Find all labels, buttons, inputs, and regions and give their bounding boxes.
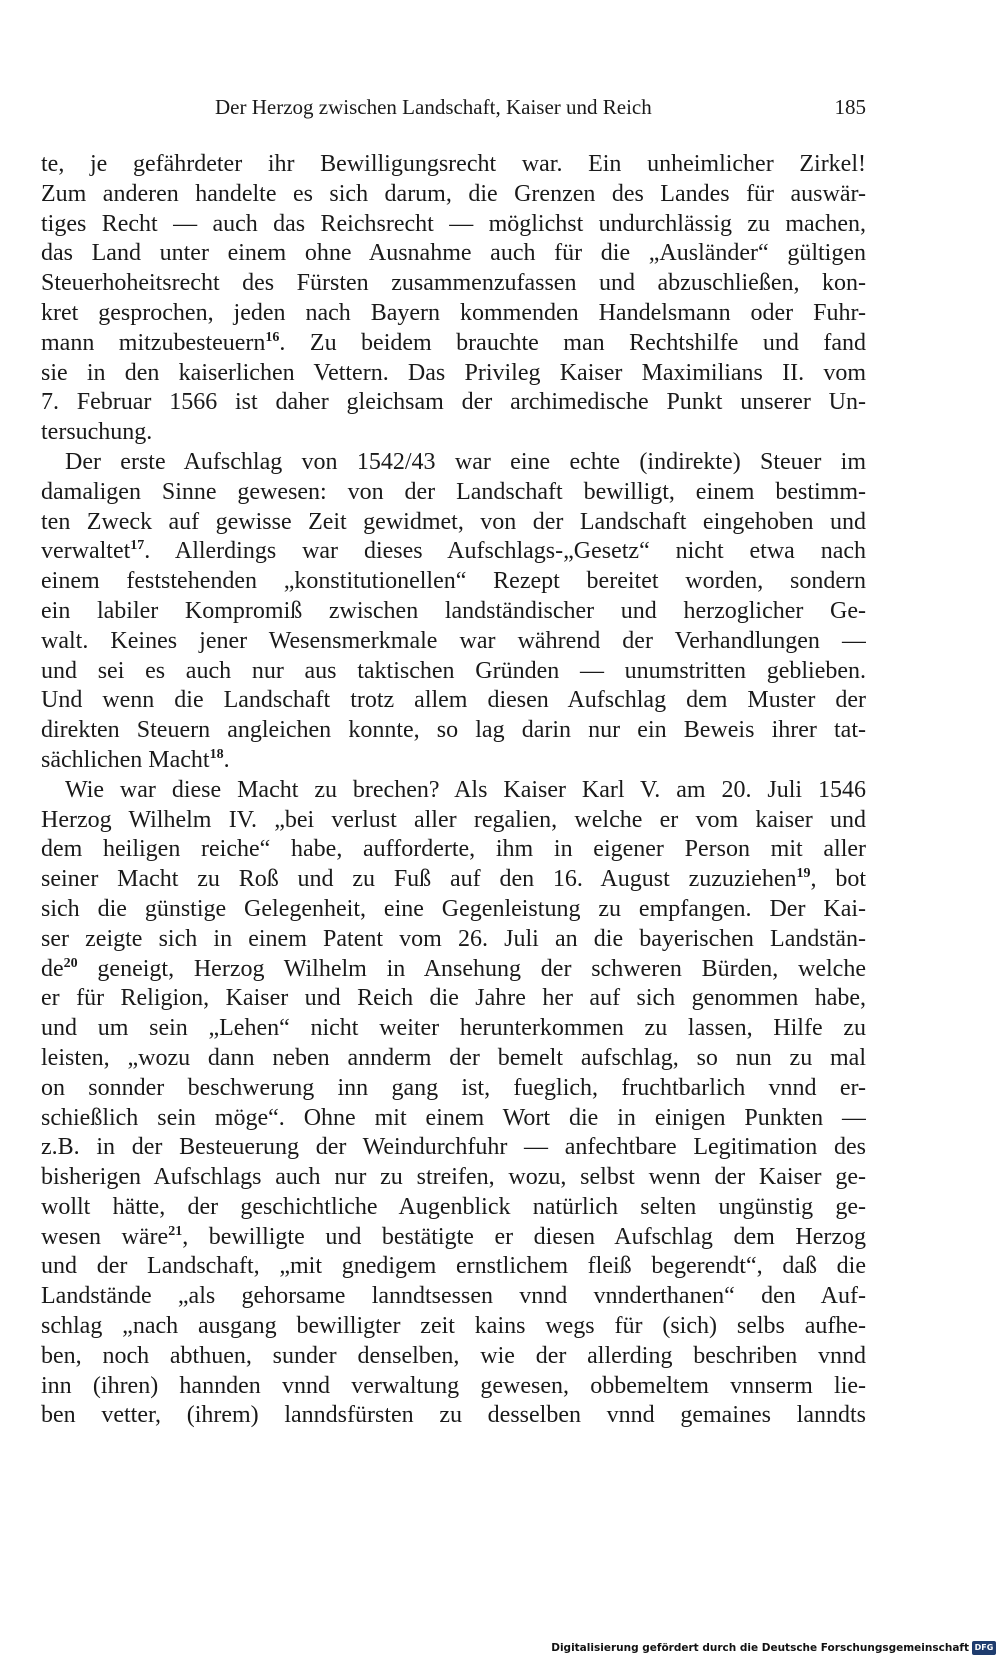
text-segment: . (223, 746, 230, 773)
text-line (41, 1104, 866, 1134)
text-line (41, 1014, 866, 1044)
footnote-marker: 18 (209, 746, 224, 762)
text-segment: ser zeigte sich in einem Patent vom 26. Juli an die bayerischen Landstän- (41, 925, 866, 952)
text-line (41, 359, 866, 389)
text-segment: Und wenn die Landschaft trotz allem diesen Aufschlag dem Muster der (41, 687, 866, 714)
text-line (41, 806, 866, 836)
text-line (41, 627, 866, 657)
footer-credit: Digitalisierung gefördert durch die Deutsche Forschungsgemeinschaft (551, 1642, 969, 1654)
text-line (41, 835, 866, 865)
text-segment: Landstände „als gehorsame lanndtsessen vnnd vnnderthanen“ den Auf- (41, 1283, 866, 1310)
text-segment: . Zu beidem brauchte man Rechtshilfe und fand (279, 329, 866, 356)
text-segment: schießlich sein möge“. Ohne mit einem Wort die in einigen Punkten — (41, 1104, 866, 1131)
text-line (41, 776, 866, 806)
text-line (41, 716, 866, 746)
text-segment: seiner Macht zu Roß und zu Fuß auf den 16. August zuzuziehen (41, 866, 797, 893)
text-line (41, 984, 866, 1014)
text-line (41, 180, 866, 210)
text-line (41, 1342, 866, 1372)
text-line (41, 597, 866, 627)
footnote-marker: 17 (130, 538, 145, 554)
text-line (41, 269, 866, 299)
text-segment: direkten Steuern angleichen konnte, so lag darin nur ein Beweis ihrer tat- (41, 717, 866, 744)
text-segment: er für Religion, Kaiser und Reich die Jahre her auf sich genommen habe, (41, 985, 866, 1012)
text-line (41, 478, 866, 508)
text-segment: z.B. in der Besteuerung der Weindurchfuhr — anfechtbare Legitimation des (41, 1134, 866, 1161)
text-segment: mann mitzubesteuern (41, 329, 266, 356)
text-line (41, 239, 866, 269)
text-segment: on sonnder beschwerung inn gang ist, fueglich, fruchtbarlich vnnd er- (41, 1074, 866, 1101)
text-segment: geneigt, Herzog Wilhelm in Ansehung der schweren Bürden, welche (77, 955, 866, 982)
text-segment: kret gesprochen, jeden nach Bayern kommenden Handelsmann oder Fuhr- (41, 299, 866, 326)
text-line (41, 210, 866, 240)
footnote-marker: 21 (168, 1223, 183, 1239)
text-line (41, 1193, 866, 1223)
text-segment: tersuchung. (41, 419, 153, 446)
text-line (41, 1401, 866, 1431)
text-segment: das Land unter einem ohne Ausnahme auch für die „Ausländer“ gültigen (41, 240, 866, 267)
footnote-marker: 19 (796, 866, 811, 882)
text-segment: sächlichen Macht (41, 746, 210, 773)
text-line (41, 955, 866, 985)
text-line (41, 1282, 866, 1312)
text-segment: de (41, 955, 64, 982)
text-segment: einem feststehenden „konstitutionellen“ Rezept bereitet worden, sondern (41, 568, 866, 595)
text-line (41, 1252, 866, 1282)
text-line (41, 1163, 866, 1193)
page-number: 185 (834, 95, 866, 119)
text-segment: verwaltet (41, 538, 131, 565)
text-line (41, 657, 866, 687)
text-segment: dem heiligen reiche“ habe, aufforderte, ihm in eigener Person mit aller (41, 836, 866, 863)
text-segment: damaligen Sinne gewesen: von der Landschaft bewilligt, einem bestimm- (41, 478, 866, 505)
text-segment: Steuerhoheitsrecht des Fürsten zusammenzufassen und abzuschließen, kon- (41, 270, 866, 297)
text-segment: inn (ihren) hannden vnnd verwaltung gewesen, obbemeltem vnnserm lie- (41, 1372, 866, 1399)
digitization-footer (551, 1639, 996, 1657)
text-line (41, 895, 866, 925)
text-segment: te, je gefährdeter ihr Bewilligungsrecht war. Ein unheimlicher Zirkel! (41, 151, 866, 177)
text-line (41, 686, 866, 716)
text-segment: wesen wäre (41, 1223, 169, 1250)
dfg-logo-icon: DFG (972, 1641, 996, 1655)
text-line (41, 925, 866, 955)
body-text (41, 150, 866, 1431)
text-line (41, 567, 866, 597)
text-line (41, 150, 866, 180)
text-segment: , bewilligte und bestätigte er diesen Aufschlag dem Herzog (182, 1223, 866, 1250)
text-segment: und der Landschaft, „mit gnedigem ernstlichem fleiß begerendt“, daß die (41, 1253, 866, 1280)
text-segment: Der erste Aufschlag von 1542/43 war eine echte (indirekte) Steuer im (65, 448, 866, 475)
text-line (41, 1074, 866, 1104)
text-segment: Wie war diese Macht zu brechen? Als Kaiser Karl V. am 20. Juli 1546 (65, 776, 866, 803)
text-segment: und um sein „Lehen“ nicht weiter herunterkommen zu lassen, Hilfe zu (41, 1015, 866, 1042)
text-segment: Zum anderen handelte es sich darum, die Grenzen des Landes für auswär- (41, 180, 866, 207)
text-segment: walt. Keines jener Wesensmerkmale war während der Verhandlungen — (41, 627, 866, 654)
text-line (41, 448, 866, 478)
text-segment: , bot (810, 866, 866, 893)
text-line (41, 388, 866, 418)
text-line (41, 299, 866, 329)
footnote-marker: 16 (265, 329, 280, 345)
text-segment: tiges Recht — auch das Reichsrecht — möglichst undurchlässig zu machen, (41, 210, 866, 237)
text-line (41, 537, 866, 567)
text-line (41, 1044, 866, 1074)
text-segment: sie in den kaiserlichen Vettern. Das Privileg Kaiser Maximilians II. vom (41, 359, 866, 386)
text-segment: leisten, „wozu dann neben annderm der bemelt aufschlag, so nun zu mal (41, 1044, 866, 1071)
text-segment: . Allerdings war dieses Aufschlags-„Gesetz“ nicht etwa nach (144, 538, 866, 565)
text-line (41, 329, 866, 359)
running-head (41, 92, 866, 122)
text-segment: schlag „nach ausgang bewilligter zeit kains wegs für (sich) selbs aufhe- (41, 1313, 866, 1340)
text-line (41, 1312, 866, 1342)
text-segment: bisherigen Aufschlags auch nur zu streifen, wozu, selbst wenn der Kaiser ge- (41, 1164, 866, 1191)
text-segment: ben, noch abthuen, sunder denselben, wie der allerding beschriben vnnd (41, 1342, 866, 1369)
text-segment: ten Zweck auf gewisse Zeit gewidmet, von der Landschaft eingehoben und (41, 508, 866, 535)
text-line (41, 865, 866, 895)
text-line (41, 1223, 866, 1253)
text-line (41, 1372, 866, 1402)
footnote-marker: 20 (63, 955, 78, 971)
text-segment: Herzog Wilhelm IV. „bei verlust aller regalien, welche er vom kaiser und (41, 806, 866, 833)
running-title: Der Herzog zwischen Landschaft, Kaiser und Reich (215, 95, 652, 119)
text-line (41, 1133, 866, 1163)
text-segment: sich die günstige Gelegenheit, eine Gegenleistung zu empfangen. Der Kai- (41, 895, 866, 922)
text-line (41, 746, 866, 776)
text-line (41, 418, 866, 448)
text-segment: wollt hätte, der geschichtliche Augenblick natürlich selten ungünstig ge- (41, 1193, 866, 1220)
text-segment: 7. Februar 1566 ist daher gleichsam der archimedische Punkt unserer Un- (41, 389, 866, 416)
text-segment: und sei es auch nur aus taktischen Gründen — unumstritten geblieben. (41, 657, 866, 684)
text-segment: ein labiler Kompromiß zwischen landständischer und herzoglicher Ge- (41, 597, 866, 624)
text-segment: ben vetter, (ihrem) lanndsfürsten zu desselben vnnd gemaines lanndts (41, 1402, 866, 1429)
text-line (41, 508, 866, 538)
